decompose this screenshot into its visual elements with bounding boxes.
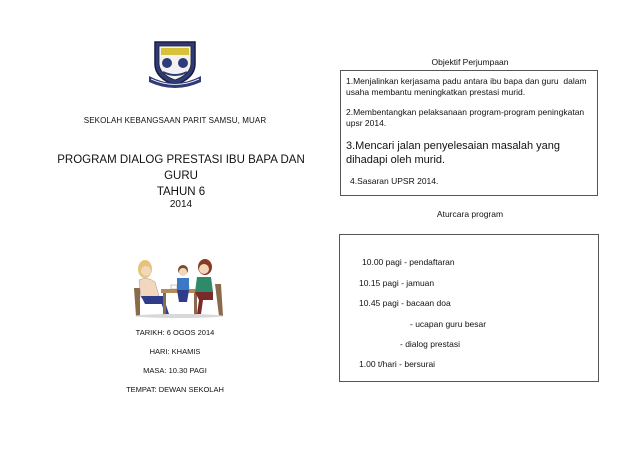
schedule-item: 10.00 pagi - pendaftaran — [362, 257, 455, 267]
schedule-item: 10.45 pagi - bacaan doa — [359, 298, 451, 308]
event-place: TEMPAT: DEWAN SEKOLAH — [126, 385, 224, 394]
event-time: MASA: 10.30 PAGI — [143, 366, 207, 375]
program-title-line2: TAHUN 6 — [156, 186, 206, 198]
parent-teacher-illustration — [131, 256, 226, 318]
objektif-item: 2.Membentangkan pelaksanaan program-program peningkatan upsr 2014. — [346, 107, 585, 128]
aturcara-box — [339, 234, 599, 382]
objektif-item: 3.Mencari jalan penyelesaian masalah yang dihadapi oleh murid. — [346, 140, 561, 166]
program-title-line1: PROGRAM DIALOG PRESTASI IBU BAPA DAN GURU — [57, 154, 305, 182]
schedule-item: 1.00 t/hari - bersurai — [359, 359, 436, 369]
objektif-item: 4.Sasaran UPSR 2014. — [350, 176, 439, 186]
school-name: SEKOLAH KEBANGSAAN PARIT SAMSU, MUAR — [83, 116, 267, 125]
objektif-item: 1.Menjalinkan kerjasama padu antara ibu bapa dan guru dalam usaha membantu meningkatkan prestasi murid. — [346, 76, 587, 97]
objektif-heading: Objektif Perjumpaan — [431, 57, 509, 67]
aturcara-heading: Aturcara program — [436, 209, 504, 219]
objektif-box — [340, 70, 598, 196]
program-year: 2014 — [169, 199, 193, 210]
program-title — [56, 152, 306, 200]
event-day: HARI: KHAMIS — [149, 347, 201, 356]
schedule-item: - ucapan guru besar — [410, 319, 487, 329]
schedule-item: 10.15 pagi - jamuan — [359, 278, 435, 288]
event-date: TARIKH: 6 OGOS 2014 — [135, 328, 215, 337]
schedule-item: - dialog prestasi — [400, 339, 461, 349]
school-crest-icon — [147, 38, 203, 88]
